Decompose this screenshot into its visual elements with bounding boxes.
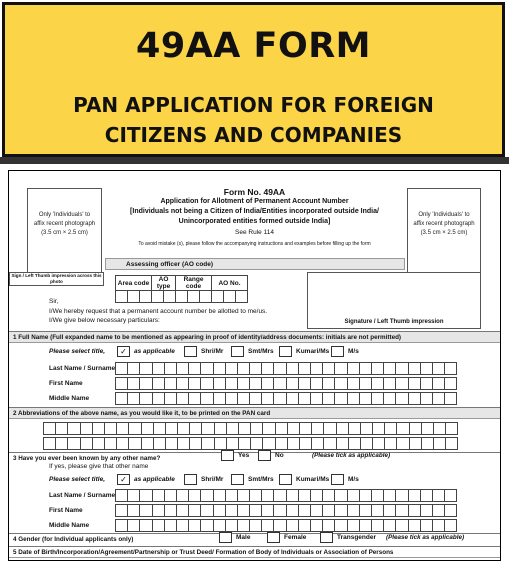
banner-title: 49AA FORM	[135, 26, 371, 66]
other-middle-name-field[interactable]	[115, 519, 456, 532]
other-last-name-field[interactable]	[115, 489, 456, 502]
form-number: Form No. 49AA	[223, 187, 286, 197]
sign-across-photo-label: Sign / Left Thumb impression across this photo	[9, 272, 104, 286]
last-name-field[interactable]	[115, 362, 456, 375]
form-subtitle-1: [Individuals not being a Citizen of India/Entities incorporated outside India/	[130, 208, 379, 215]
section-1-full-name: 1 Full Name (Full expanded name to be mentioned as appearing in proof of identity/address documents: initials are not permitted)	[9, 331, 500, 343]
ao-code-box[interactable]	[164, 291, 176, 303]
char-box[interactable]	[444, 519, 457, 532]
abbreviation-field-line-2[interactable]	[43, 437, 457, 450]
area-code-header: Area code	[116, 276, 152, 291]
title-option-smt[interactable]: Smt/Mrs	[231, 346, 274, 357]
other-title-option-kumari[interactable]: Kumari/Ms	[279, 474, 329, 485]
salutation: Sir,	[49, 298, 59, 305]
ao-code-box[interactable]	[152, 291, 164, 303]
ao-code-box[interactable]	[140, 291, 152, 303]
title-banner	[2, 2, 505, 157]
char-box[interactable]	[444, 504, 457, 517]
last-name-label: Last Name / Surname	[49, 365, 116, 372]
ao-type-header: AO type	[152, 276, 176, 291]
if-yes-note: If yes, please give that other name	[49, 463, 149, 470]
other-title-option-as-applicable[interactable]: ✓ as applicable	[117, 474, 175, 485]
char-box[interactable]	[444, 392, 457, 405]
char-box[interactable]	[445, 422, 458, 435]
form-subtitle-2: Unincorporated entities formed outside India]	[178, 218, 331, 225]
title-option-kumari[interactable]: Kumari/Ms	[279, 346, 329, 357]
photo-box-left: Only 'Individuals' to affix recent photograph (3.5 cm × 2.5 cm)	[27, 188, 102, 273]
ao-code-box[interactable]	[116, 291, 128, 303]
photo-box-right: Only 'Individuals' to affix recent photograph (3.5 cm × 2.5 cm)	[407, 188, 481, 273]
banner-subtitle	[5, 90, 502, 150]
checkmark-icon: ✓	[117, 346, 130, 357]
abbreviation-field-line-1[interactable]	[43, 422, 457, 435]
divider-bar	[0, 157, 509, 164]
ao-code-box[interactable]	[224, 291, 236, 303]
ao-code-box[interactable]	[188, 291, 200, 303]
section-4-gender: 4 Gender (for Individual applicants only)	[9, 533, 500, 545]
other-title-option-shri[interactable]: Shri/Mr	[184, 474, 223, 485]
select-title-label-2: Please select title,	[49, 476, 106, 483]
char-box[interactable]	[445, 437, 458, 450]
ao-code-box[interactable]	[212, 291, 224, 303]
tick-note-4: (Please tick as applicable)	[386, 534, 465, 541]
range-code-header: Range code	[176, 276, 212, 291]
select-title-label: Please select title,	[49, 348, 106, 355]
first-name-label: First Name	[49, 380, 83, 387]
other-first-name-field[interactable]	[115, 504, 456, 517]
other-middle-name-label: Middle Name	[49, 522, 90, 529]
signature-label: Signature / Left Thumb impression	[344, 319, 444, 325]
ao-code-table	[115, 275, 248, 303]
ao-code-box[interactable]	[200, 291, 212, 303]
ao-code-heading: Assessing officer (AO code)	[105, 258, 405, 270]
ao-code-box[interactable]	[176, 291, 188, 303]
gender-male[interactable]: Male	[219, 532, 250, 543]
banner-subtitle-line1: PAN APPLICATION FOR FOREIGN	[73, 93, 434, 117]
section-5-date-of-birth: 5 Date of Birth/Incorporation/Agreement/Partnership or Trust Deed/ Formation of Body of Individuals or Association of Persons	[9, 546, 500, 558]
other-title-option-smt[interactable]: Smt/Mrs	[231, 474, 274, 485]
banner-subtitle-line2: CITIZENS AND COMPANIES	[104, 123, 403, 147]
gender-transgender[interactable]: Transgender	[320, 532, 376, 543]
other-name-no[interactable]: No	[258, 450, 284, 461]
other-first-name-label: First Name	[49, 507, 83, 514]
ao-code-box[interactable]	[128, 291, 140, 303]
other-last-name-label: Last Name / Surname	[49, 492, 116, 499]
request-line-2: I/We give below necessary particulars:	[49, 317, 160, 324]
other-name-yes[interactable]: Yes	[221, 450, 249, 461]
middle-name-field[interactable]	[115, 392, 456, 405]
title-option-ms[interactable]: M/s	[331, 346, 359, 357]
title-option-shri[interactable]: Shri/Mr	[184, 346, 223, 357]
ao-no-header: AO No.	[212, 276, 248, 291]
form-49aa-page	[8, 170, 501, 561]
char-box[interactable]	[444, 489, 457, 502]
first-name-field[interactable]	[115, 377, 456, 390]
char-box[interactable]	[444, 377, 457, 390]
checkmark-icon: ✓	[117, 474, 130, 485]
title-option-as-applicable[interactable]: ✓ as applicable	[117, 346, 175, 357]
rule-reference: See Rule 114	[235, 229, 274, 236]
ao-code-box[interactable]	[236, 291, 248, 303]
middle-name-label: Middle Name	[49, 395, 90, 402]
char-box[interactable]	[444, 362, 457, 375]
gender-female[interactable]: Female	[267, 532, 306, 543]
request-line-1: I/We hereby request that a permanent account number be allotted to me/us.	[49, 308, 268, 315]
tick-note-3: (Please tick as applicable)	[312, 452, 391, 459]
section-2-abbreviation: 2 Abbreviations of the above name, as you would like it, to be printed on the PAN card	[9, 407, 500, 419]
section-3-other-name: 3 Have you ever been known by any other name?	[9, 452, 500, 464]
instruction-note: To avoid mistake (s), please follow the accompanying instructions and examples before filling up the form	[138, 241, 371, 247]
form-title: Application for Allotment of Permanent Account Number	[160, 198, 349, 205]
other-title-option-ms[interactable]: M/s	[331, 474, 359, 485]
